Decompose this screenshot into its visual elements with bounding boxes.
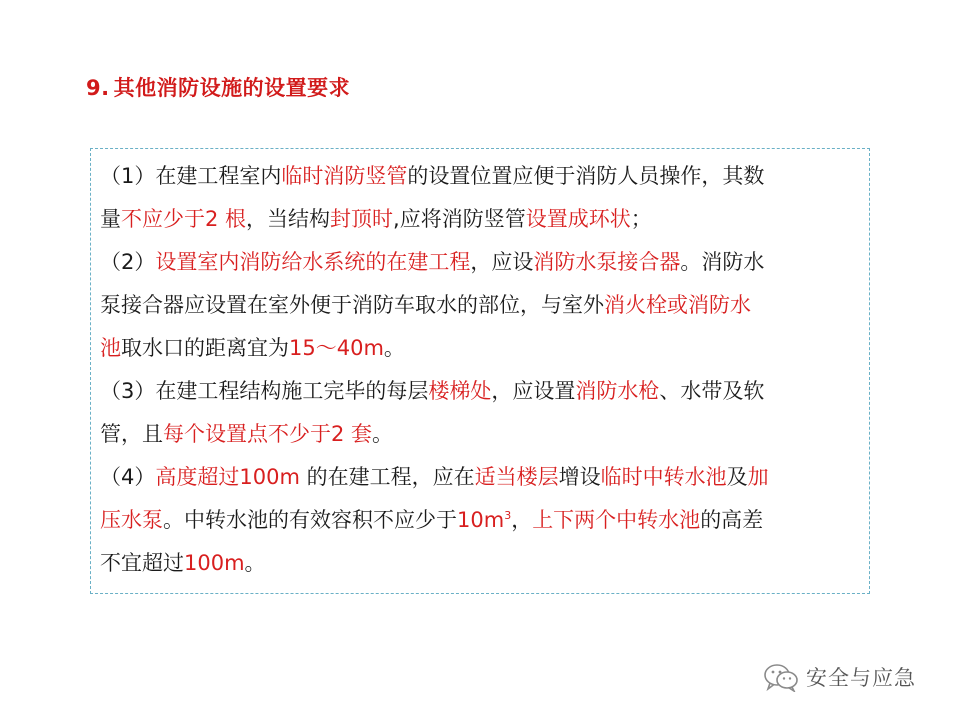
- highlighted-text: 封顶时: [330, 207, 394, 231]
- text-line: [100, 542, 860, 585]
- text-line: [100, 327, 860, 370]
- highlighted-text: 消火栓或消防水: [604, 293, 751, 317]
- wechat-icon: [762, 662, 800, 692]
- highlighted-text: 100m: [184, 551, 245, 575]
- body-text: （1）在建工程室内: [100, 164, 282, 188]
- requirement-item: [100, 370, 860, 456]
- body-text: （4）: [100, 465, 156, 489]
- highlighted-text: 楼梯处: [428, 379, 492, 403]
- text-line: [100, 499, 860, 542]
- body-text: ，: [511, 508, 533, 532]
- highlighted-text: 加: [747, 465, 769, 489]
- highlighted-text: 不应少于2 根: [121, 207, 247, 231]
- superscript: 3: [504, 509, 512, 522]
- body-text: ；: [630, 207, 652, 231]
- highlighted-text: 消防水泵接合器: [533, 250, 681, 274]
- requirement-item: [100, 456, 860, 585]
- body-text: 管，且: [100, 422, 163, 446]
- text-line: [100, 413, 860, 456]
- highlighted-text: 适当楼层: [474, 465, 559, 489]
- highlighted-text: 10m: [457, 508, 505, 532]
- body-text: 。消防水: [680, 250, 765, 274]
- highlighted-text: 消防水枪: [575, 379, 660, 403]
- body-text: ，当结构: [246, 207, 331, 231]
- highlighted-text: 上下两个中转水池: [532, 508, 701, 532]
- text-line: [100, 198, 860, 241]
- body-text: （3）在建工程结构施工完毕的每层: [100, 379, 429, 403]
- body-text: 增设: [558, 465, 601, 489]
- section-heading: [86, 72, 350, 102]
- body-text: 取水口的距离宜为: [121, 336, 289, 360]
- body-text: ，应设: [470, 250, 534, 274]
- body-text: 、水带及软: [659, 379, 765, 403]
- body-text: 。中转水池的有效容积不应少于: [163, 508, 457, 532]
- highlighted-text: 临时中转水池: [600, 465, 727, 489]
- highlighted-text: 压水泵: [100, 508, 163, 532]
- text-line: [100, 284, 860, 327]
- body-text: 泵接合器应设置在室外便于消防车取水的部位，与室外: [100, 293, 604, 317]
- highlighted-text: 15～40m: [289, 336, 384, 360]
- requirement-item: [100, 155, 860, 241]
- highlighted-text: 每个设置点不少于2 套: [163, 422, 373, 446]
- highlighted-text: 设置成环状: [525, 207, 631, 231]
- highlighted-text: 临时消防竖管: [281, 164, 408, 188]
- highlighted-text: 池: [100, 336, 121, 360]
- body-text: 不宜超过: [100, 551, 184, 575]
- body-text: ,应将消防竖管: [393, 207, 526, 231]
- body-text: 。: [372, 422, 394, 446]
- body-text: 的设置位置应便于消防人员操作，其数: [407, 164, 765, 188]
- body-text: 的高差: [700, 508, 764, 532]
- body-text: ，应设置: [491, 379, 576, 403]
- body-text: 。: [244, 551, 266, 575]
- highlighted-text: 高度超过100m: [155, 465, 300, 489]
- text-line: [100, 456, 860, 499]
- body-text: 及: [726, 465, 748, 489]
- body-text: 的在建工程，应在: [299, 465, 475, 489]
- text-line: [100, 155, 860, 198]
- section-title: 其他消防设施的设置要求: [113, 76, 351, 100]
- text-line: [100, 241, 860, 284]
- body-text: （2）: [100, 250, 156, 274]
- watermark-text: 安全与应急: [806, 666, 916, 690]
- watermark: [762, 662, 916, 692]
- highlighted-text: 设置室内消防给水系统的在建工程: [155, 250, 471, 274]
- body-text: 量: [100, 207, 121, 231]
- text-line: [100, 370, 860, 413]
- body-text: 。: [383, 336, 405, 360]
- section-number: 9.: [86, 76, 110, 100]
- requirement-item: [100, 241, 860, 370]
